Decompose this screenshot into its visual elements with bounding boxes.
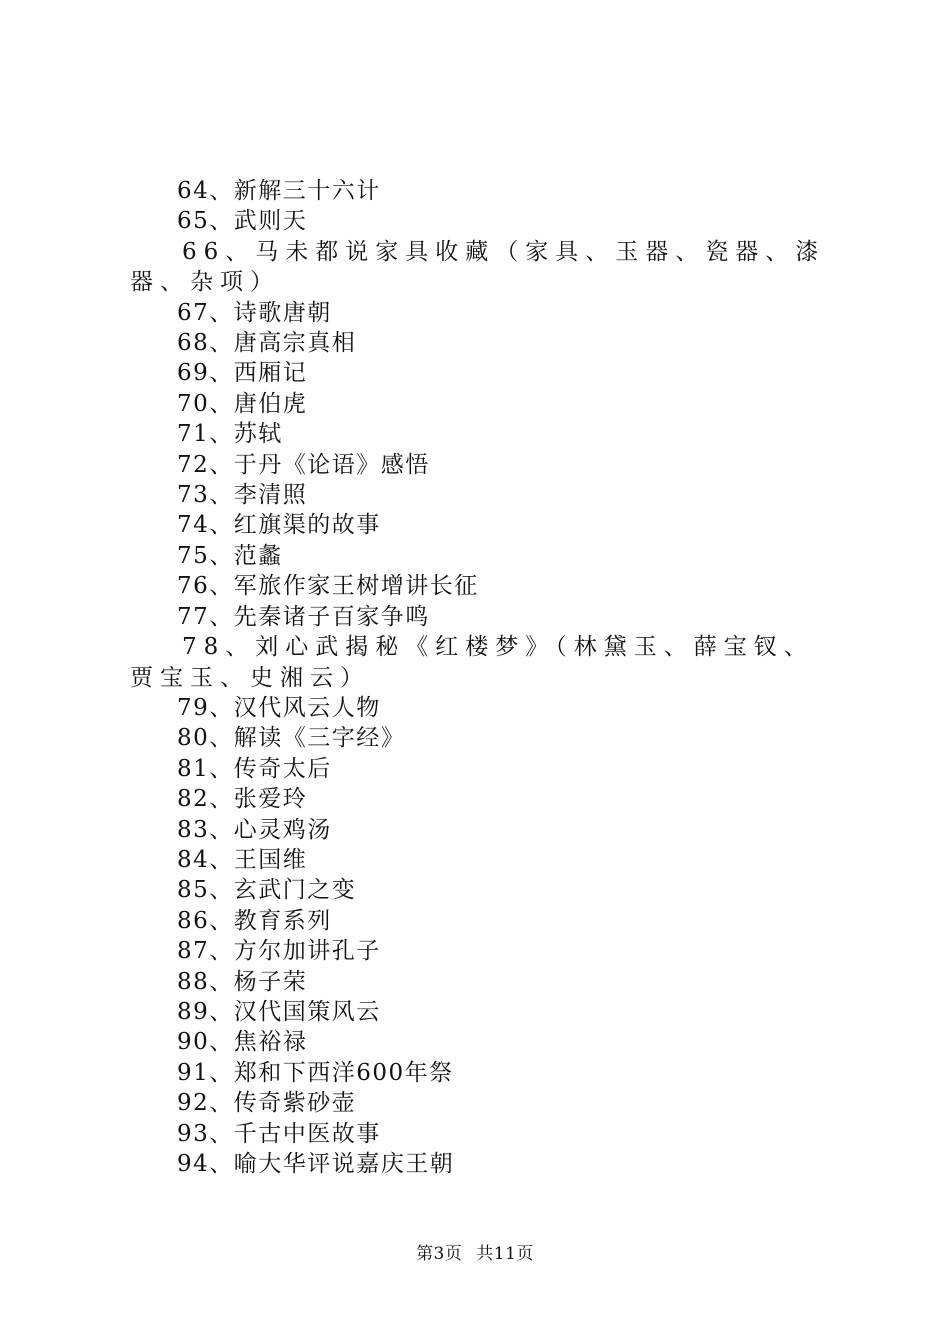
list-item: 65、武则天: [177, 208, 308, 235]
list-item: 80、解读《三字经》: [177, 725, 406, 752]
list-item: 93、千古中医故事: [177, 1120, 381, 1147]
list-item: 73、李清照: [177, 482, 308, 509]
list-item: 70、唐伯虎: [177, 390, 308, 417]
list-item: 71、苏轼: [177, 421, 283, 448]
list-item: 82、张爱玲: [177, 786, 308, 813]
list-item: 81、传奇太后: [177, 755, 332, 782]
list-item: 87、方尔加讲孔子: [177, 938, 381, 965]
page-total: 共11页: [476, 1244, 534, 1264]
list-item: 92、传奇紫砂壶: [177, 1090, 357, 1117]
list-item: 66、马未都说家具收藏（家具、玉器、瓷器、漆器、杂项）: [130, 238, 826, 296]
list-item: 72、于丹《论语》感悟: [177, 451, 430, 478]
list-item: 88、杨子荣: [177, 968, 308, 995]
list-item: 69、西厢记: [177, 360, 308, 387]
list-item: 89、汉代国策风云: [177, 998, 381, 1025]
list-item: 90、焦裕禄: [177, 1029, 308, 1056]
page-number: 第3页: [416, 1244, 463, 1264]
lecture-list: [130, 176, 836, 1179]
list-item: 91、郑和下西洋600年祭: [177, 1059, 454, 1086]
list-item: 85、玄武门之变: [177, 877, 357, 904]
list-item: 84、王国维: [177, 846, 308, 873]
list-item: 83、心灵鸡汤: [177, 816, 332, 843]
list-item: 86、教育系列: [177, 907, 332, 934]
list-item: 76、军旅作家王树增讲长征: [177, 573, 479, 600]
page-footer: [0, 1243, 950, 1265]
list-item: 75、范蠡: [177, 542, 283, 569]
list-item: 64、新解三十六计: [177, 178, 381, 204]
list-item: 94、喻大华评说嘉庆王朝: [177, 1151, 455, 1177]
list-item: 74、红旗渠的故事: [177, 512, 381, 539]
list-item: 68、唐高宗真相: [177, 330, 357, 357]
list-item: 77、先秦诸子百家争鸣: [177, 603, 430, 630]
list-item: 78、刘心武揭秘《红楼梦》（林黛玉、薛宝钗、贾宝玉、史湘云）: [130, 634, 814, 691]
list-item: 79、汉代风云人物: [177, 694, 381, 721]
list-item: 67、诗歌唐朝: [177, 299, 332, 326]
